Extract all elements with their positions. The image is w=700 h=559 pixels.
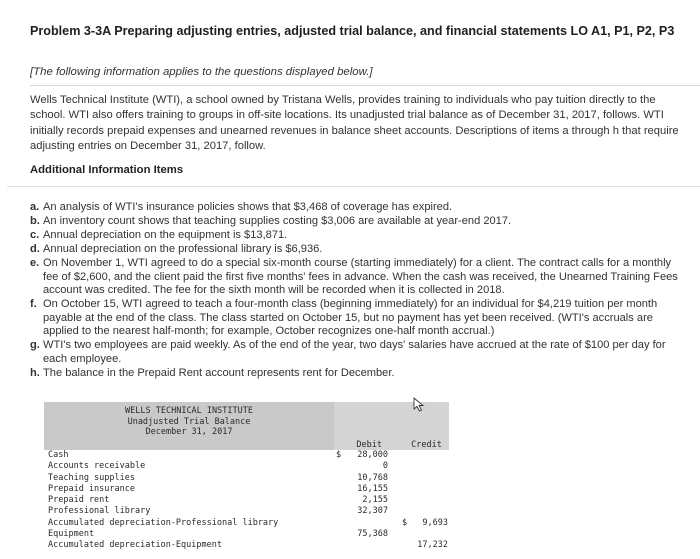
mouse-pointer-icon xyxy=(413,397,427,413)
credit-amount: 17,232 xyxy=(417,540,448,551)
additional-info-heading: Additional Information Items xyxy=(30,164,184,176)
debit-amount: 10,768 xyxy=(357,472,388,483)
item-text: An inventory count shows that teaching supplies costing $3,006 are available at year-end 2017. xyxy=(43,214,512,227)
debit-column-header: Debit xyxy=(356,440,382,450)
credit-currency-sign: $ xyxy=(402,517,408,528)
item-label: c. xyxy=(30,228,40,241)
trial-balance-table xyxy=(44,402,449,559)
statement-date: December 31, 2017 xyxy=(145,427,233,437)
account-name: Teaching supplies xyxy=(48,472,135,483)
list-item xyxy=(30,257,680,298)
item-label: e. xyxy=(30,256,40,269)
list-item xyxy=(30,243,680,257)
account-name: Accumulated depreciation-Professional library xyxy=(48,517,279,528)
account-name: Equipment xyxy=(48,529,95,540)
table-row xyxy=(48,484,448,495)
table-row xyxy=(48,540,448,551)
items-list xyxy=(30,201,680,381)
debit-amount: 28,000 xyxy=(357,450,388,460)
trial-balance-title xyxy=(44,406,334,438)
list-item xyxy=(30,298,680,339)
table-row xyxy=(48,461,448,472)
account-name: Accumulated depreciation-Equipment xyxy=(48,540,222,551)
divider xyxy=(30,85,700,86)
company-name: WELLS TECHNICAL INSTITUTE xyxy=(125,406,253,416)
table-row xyxy=(48,473,448,484)
table-row xyxy=(48,450,448,461)
item-text: An analysis of WTI's insurance policies shows that $3,468 of coverage has expired. xyxy=(43,201,453,213)
item-text: WTI's two employees are paid weekly. As of the end of the year, two days' salaries have accrued at the rate of $100 per day for each employee. xyxy=(43,339,666,365)
list-item xyxy=(30,215,680,229)
credit-amount: 9,693 xyxy=(422,517,448,528)
account-name: Accounts receivable xyxy=(48,461,146,472)
list-item xyxy=(30,229,680,243)
debit-amount: 0 xyxy=(382,461,388,472)
item-text: The balance in the Prepaid Rent account represents rent for December. xyxy=(43,366,395,379)
trial-balance-rows xyxy=(48,450,448,552)
list-item xyxy=(30,339,680,366)
debit-currency-sign: $ xyxy=(336,450,342,460)
debit-amount: 16,155 xyxy=(357,483,388,494)
debit-amount: 75,368 xyxy=(357,529,388,540)
table-row xyxy=(48,529,448,540)
table-row xyxy=(48,506,448,517)
item-text: Annual depreciation on the professional library is $6,936. xyxy=(43,242,323,255)
statement-name: Unadjusted Trial Balance xyxy=(127,416,251,427)
table-row xyxy=(48,518,448,529)
table-row xyxy=(48,495,448,506)
account-name: Prepaid rent xyxy=(48,495,110,506)
item-label: h. xyxy=(30,366,40,379)
item-label: g. xyxy=(30,339,40,352)
credit-column-header: Credit xyxy=(411,440,442,450)
list-item xyxy=(30,367,680,381)
problem-title: Problem 3-3A Preparing adjusting entries, adjusted trial balance, and financial statements LO A1, P1, P2, P3 xyxy=(30,24,675,38)
problem-description: Wells Technical Institute (WTI), a school owned by Tristana Wells, provides training to individuals who pay tuition directly to the school. WTI also offers training to groups in off-site locations. Its unadjusted trial balance as of December 31, 2017, follows. WTI initially records prepaid expenses and unearned revenues in balance sheet accounts. Descriptions of items a through h that require adjusting entries on December 31, 2017, follow. xyxy=(30,94,679,152)
debit-amount: 32,307 xyxy=(357,506,388,517)
item-label: b. xyxy=(30,214,40,227)
account-name: Professional library xyxy=(48,506,151,517)
debit-amount: 2,155 xyxy=(362,495,388,506)
item-label: f. xyxy=(30,298,37,311)
item-label: a. xyxy=(30,201,40,213)
account-name: Cash xyxy=(48,450,69,460)
item-text: On October 15, WTI agreed to teach a four-month class (beginning immediately) for an individual for $4,219 tuition per month payable at the end of the class. The class started on October 15, but no payment has yet been received. (WTI's accruals are applied to the nearest half-month; for example, October recognizes one-half month accrual.) xyxy=(43,298,658,338)
info-note: [The following information applies to the questions displayed below.] xyxy=(30,66,373,78)
item-label: d. xyxy=(30,242,40,255)
item-text: On November 1, WTI agreed to do a special six-month course (starting immediately) for a client. The contract calls for a monthly fee of $2,600, and the client paid the first five months' fees in advance. When the cash was received, the Unearned Training Fees account was credited. The fee for the sixth month will be recorded when it is collected in 2018. xyxy=(43,256,678,297)
item-text: Annual depreciation on the equipment is $13,871. xyxy=(43,228,288,241)
account-name: Prepaid insurance xyxy=(48,483,135,494)
list-item xyxy=(30,201,680,215)
